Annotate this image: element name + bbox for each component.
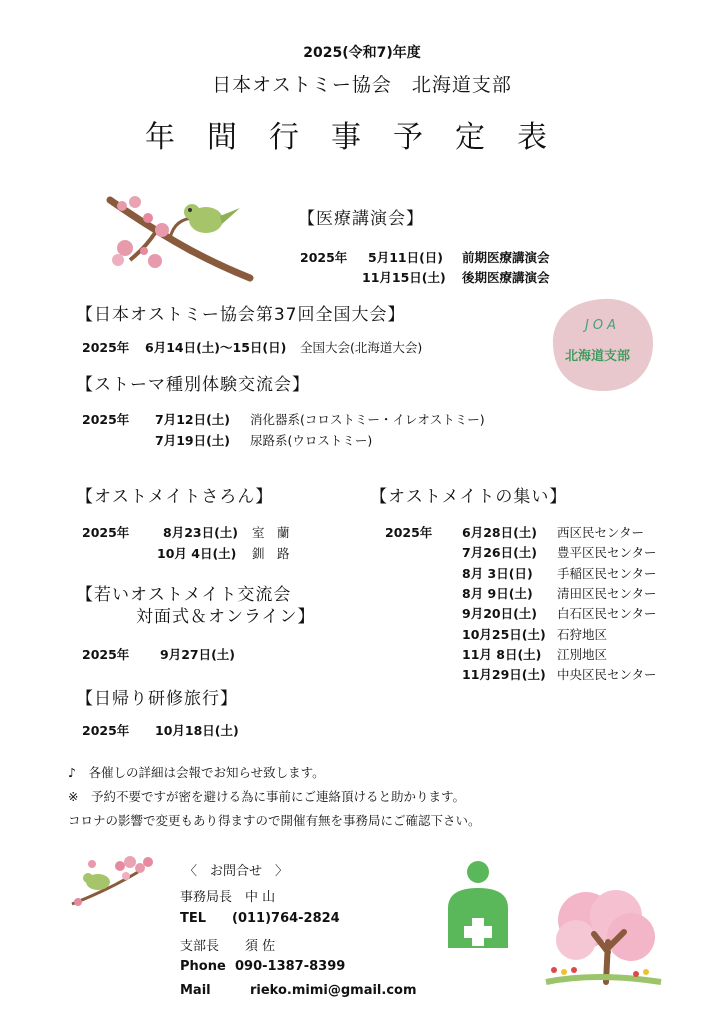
gathering-row-place: 西区民センター xyxy=(557,525,645,540)
daytrip-row-year: 2025年 xyxy=(82,723,130,738)
gathering-row-date: 6月28日(土) xyxy=(462,525,538,540)
note-details: ♪ 各催しの詳細は会報でお知らせ致します。 xyxy=(68,765,325,780)
gathering-row-date: 11月 8日(土) xyxy=(462,647,542,662)
salon-row-place: 室 蘭 xyxy=(252,525,290,540)
page-title: 年間行事予定表 xyxy=(145,120,579,155)
national-convention-heading: 【日本オストミー協会第37回全国大会】 xyxy=(76,305,406,325)
medical-row-year: 2025年 xyxy=(300,250,348,265)
gathering-row-place: 手稲区民センター xyxy=(557,566,657,581)
gathering-row-date: 10月25日(土) xyxy=(462,627,546,642)
daytrip-row-date: 10月18日(土) xyxy=(155,723,239,738)
stoma-row-date: 7月19日(土) xyxy=(155,433,231,448)
young-row-year: 2025年 xyxy=(82,647,130,662)
national-row-year: 2025年 xyxy=(82,340,130,355)
ostomate-gathering-heading: 【オストメイトの集い】 xyxy=(370,487,568,507)
stoma-exchange-heading: 【ストーマ種別体験交流会】 xyxy=(76,375,310,395)
contact-heading: 〈 お問合せ 〉 xyxy=(184,864,289,879)
fiscal-year: 2025(令和7)年度 xyxy=(303,45,421,61)
gathering-row-place: 江別地区 xyxy=(557,647,608,662)
young-ostomate-heading: 【若いオストメイト交流会 xyxy=(76,585,292,605)
salon-row-place: 釧 路 xyxy=(252,546,290,561)
gathering-row-date: 7月26日(土) xyxy=(462,545,538,560)
plum-branch-bird-illustration xyxy=(100,188,260,283)
medical-row-event: 前期医療講演会 xyxy=(462,250,550,265)
organization-name: 日本オストミー協会 北海道支部 xyxy=(212,74,512,96)
contact-tel[interactable]: (011)764-2824 xyxy=(232,911,340,926)
medical-lecture-heading: 【医療講演会】 xyxy=(298,209,424,229)
medical-row-date: 5月11日(日) xyxy=(368,250,444,265)
stoma-row-year: 2025年 xyxy=(82,412,130,427)
note-reservation: ※ 予約不要ですが密を避ける為に事前にご連絡頂けると助かります。 xyxy=(68,789,465,804)
gathering-row-place: 石狩地区 xyxy=(557,627,608,642)
medical-row-date: 11月15日(土) xyxy=(362,270,446,285)
gathering-row-place: 中央区民センター xyxy=(557,667,657,682)
contact-chief: 支部長 須 佐 xyxy=(180,939,276,954)
stoma-row-event: 尿路系(ウロストミー) xyxy=(250,433,373,448)
note-covid: コロナの影響で変更もあり得ますので開催有無を事務局にご確認下さい。 xyxy=(68,813,481,828)
gathering-row-date: 9月20日(土) xyxy=(462,606,538,621)
gathering-row-date: 11月29日(土) xyxy=(462,667,546,682)
small-plum-bird-illustration xyxy=(68,852,163,912)
young-ostomate-heading-line2: 対面式＆オンライン】 xyxy=(136,607,316,627)
ostomate-mark-icon xyxy=(444,860,512,950)
ostomate-salon-heading: 【オストメイトさろん】 xyxy=(76,487,274,507)
contact-phone-label: Phone xyxy=(180,959,226,974)
gathering-row-place: 豊平区民センター xyxy=(557,545,657,560)
gathering-row-place: 白石区民センター xyxy=(557,606,657,621)
gathering-row-date: 8月 3日(日) xyxy=(462,566,533,581)
joa-badge-branch-text: 北海道支部 xyxy=(565,349,631,364)
day-trip-heading: 【日帰り研修旅行】 xyxy=(76,689,238,709)
joa-badge-logo-text: JOA xyxy=(585,318,620,333)
salon-row-year: 2025年 xyxy=(82,525,130,540)
gathering-row-date: 8月 9日(土) xyxy=(462,586,533,601)
contact-secretary: 事務局長 中 山 xyxy=(180,890,276,905)
contact-mail-label: Mail xyxy=(180,983,211,998)
contact-tel-label: TEL xyxy=(180,911,207,926)
national-row-date: 6月14日(土)〜15日(日) xyxy=(145,340,287,355)
contact-phone[interactable]: 090-1387-8399 xyxy=(235,959,346,974)
contact-mail[interactable]: rieko.mimi@gmail.com xyxy=(250,983,417,998)
national-row-event: 全国大会(北海道大会) xyxy=(300,340,423,355)
salon-row-date: 8月23日(土) xyxy=(163,525,239,540)
cherry-tree-illustration xyxy=(536,882,666,992)
gathering-row-place: 清田区民センター xyxy=(557,586,657,601)
stoma-row-event: 消化器系(コロストミー・イレオストミー) xyxy=(250,412,485,427)
stoma-row-date: 7月12日(土) xyxy=(155,412,231,427)
gathering-year: 2025年 xyxy=(385,525,433,540)
medical-row-event: 後期医療講演会 xyxy=(462,270,550,285)
salon-row-date: 10月 4日(土) xyxy=(157,546,237,561)
young-row-date: 9月27日(土) xyxy=(160,647,236,662)
